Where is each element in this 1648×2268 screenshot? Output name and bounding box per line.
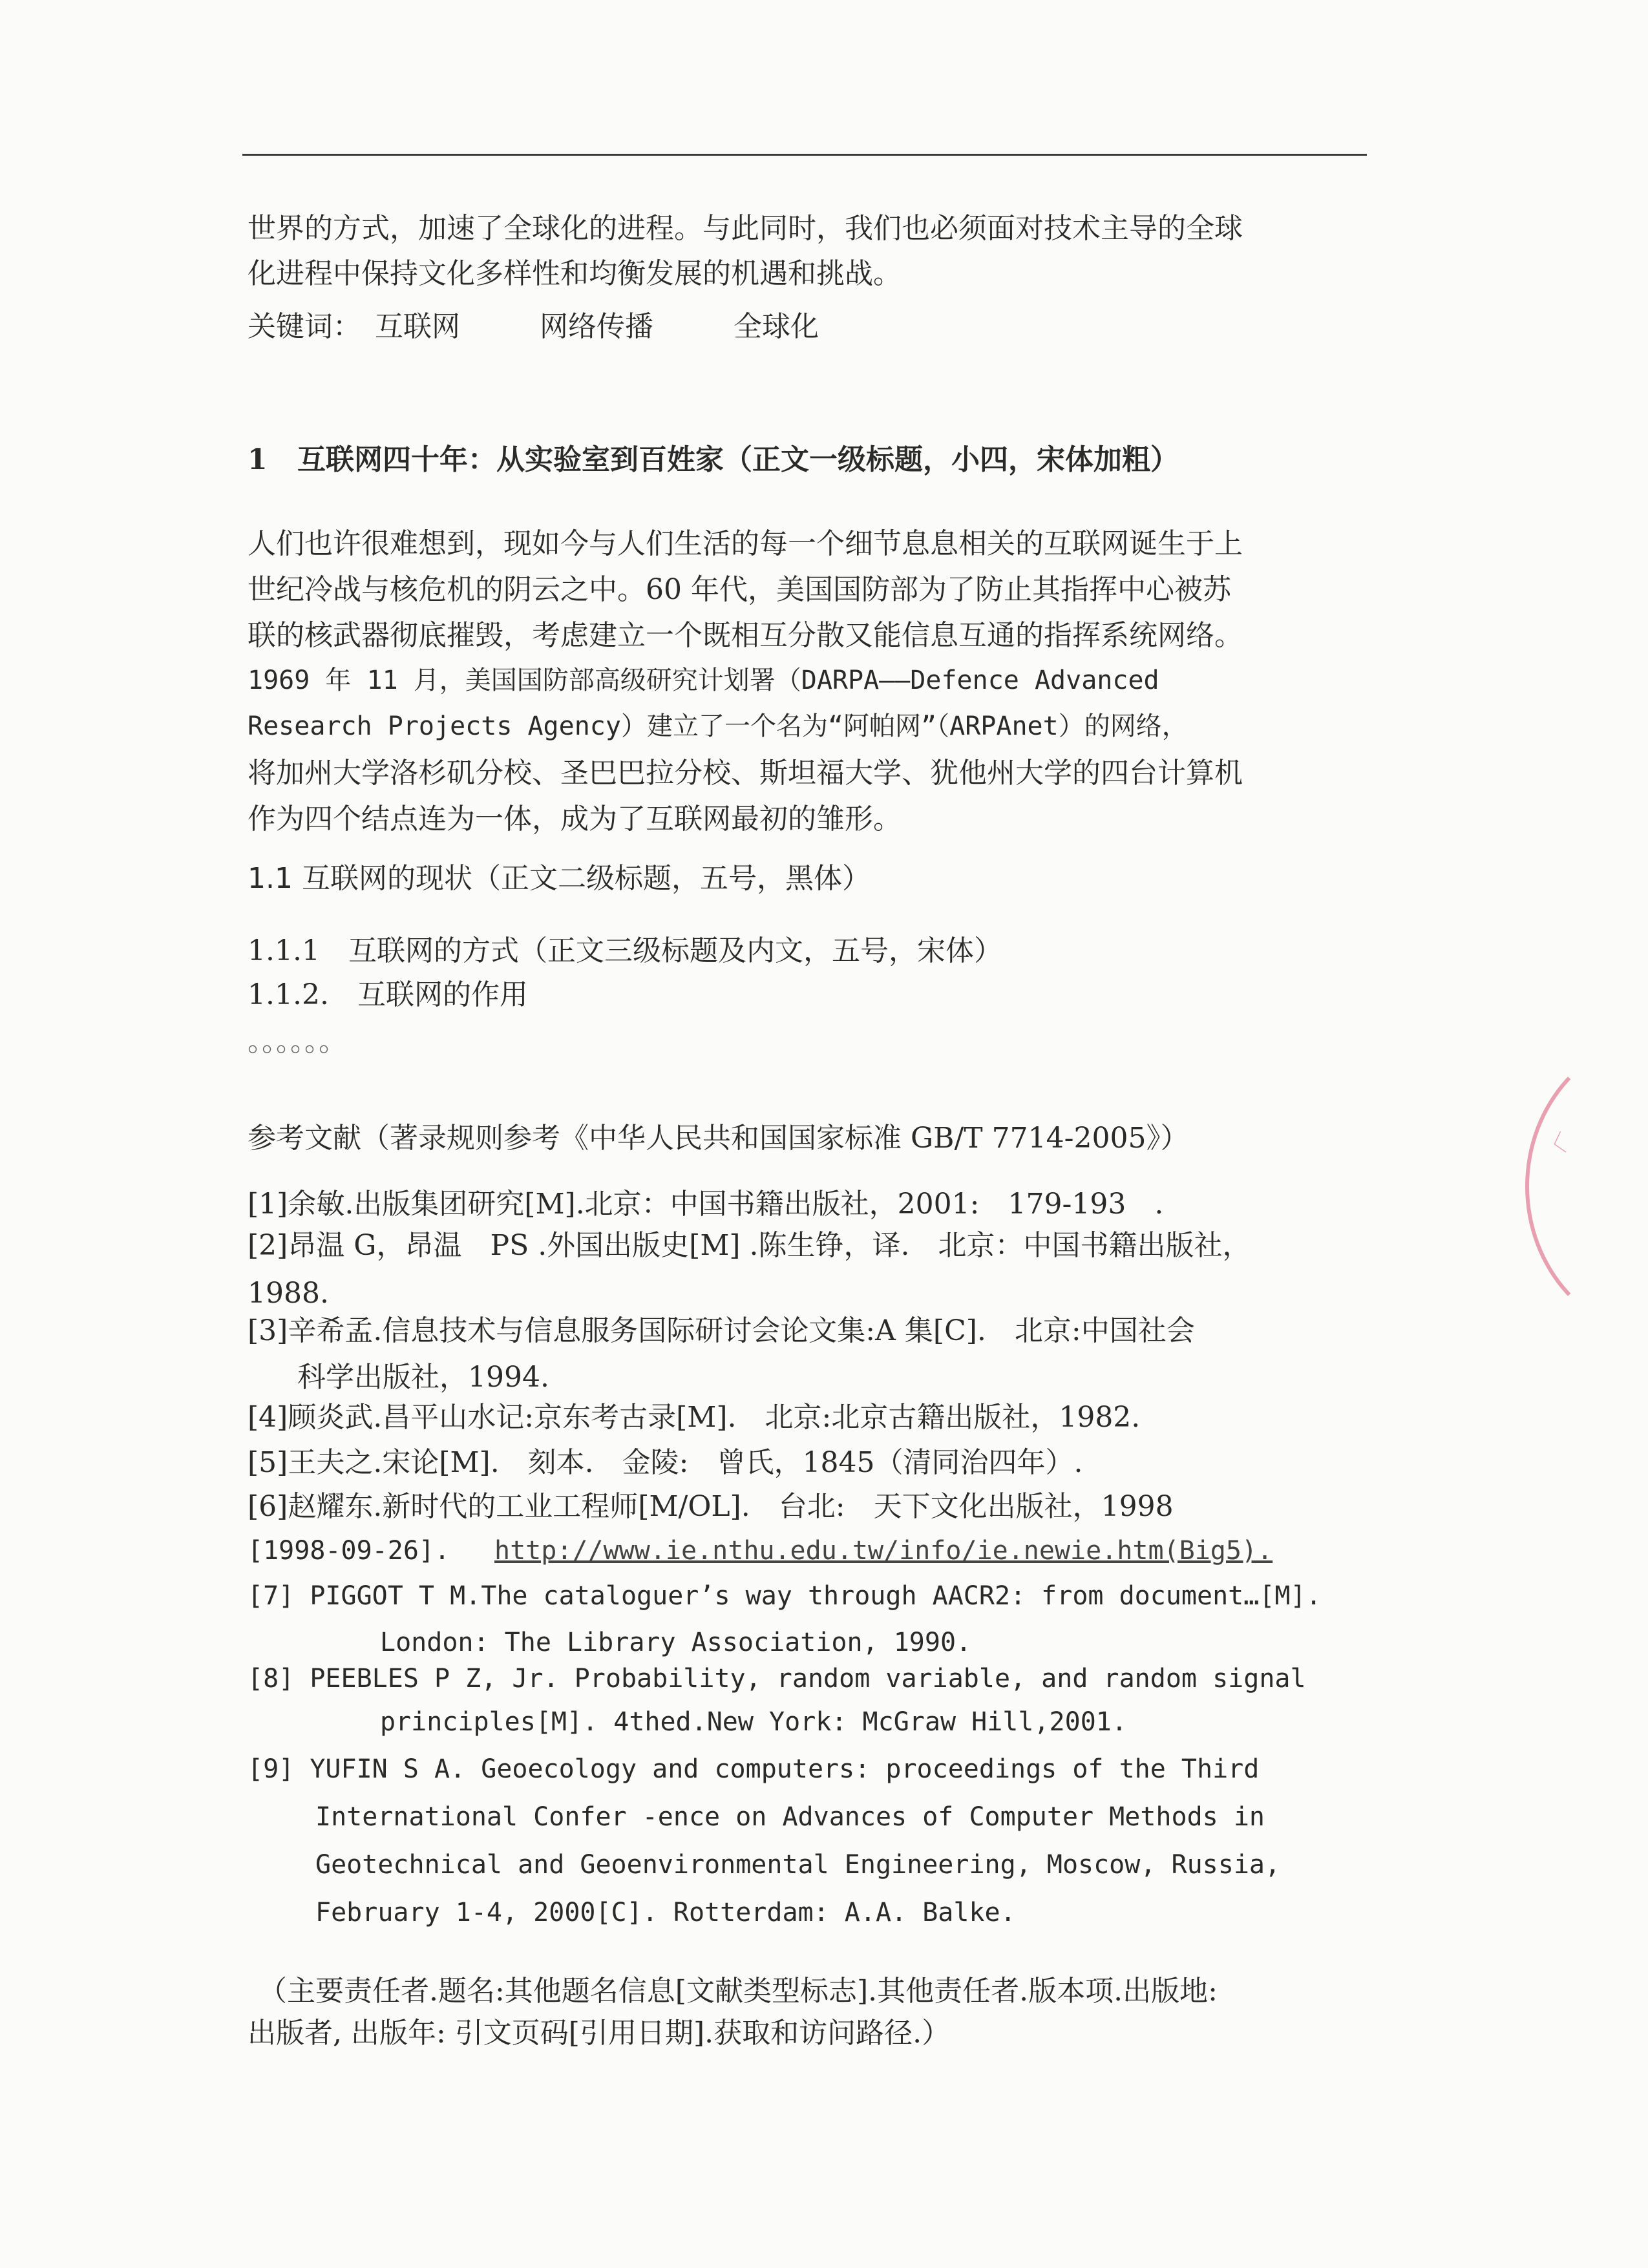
keyword-network-communication: 网络传播 — [540, 310, 653, 343]
reference-3-line-1: [3]辛希孟.信息技术与信息服务国际研讨会论文集:A 集[C]. 北京:中国社会 — [248, 1314, 1195, 1347]
section-1-paragraph-line-4: 1969 年 11 月，美国国防部高级研究计划署（DARPA——Defence Advanced — [248, 666, 1159, 695]
reference-2-line-1: [2]昂温 G，昂温 PS .外国出版史[M] .陈生铮，译. 北京：中国书籍出版社， — [248, 1229, 1251, 1262]
reference-4: [4]顾炎武.昌平山水记:京东考古录[M]. 北京:北京古籍出版社，1982. — [248, 1401, 1141, 1434]
red-seal-stamp — [1525, 1034, 1648, 1339]
section-1-title: 互联网四十年：从实验室到百姓家（正文一级标题，小四，宋体加粗） — [297, 443, 1179, 476]
keyword-globalization: 全球化 — [734, 310, 819, 343]
reference-6-line-1: [6]赵耀东.新时代的工业工程师[M/OL]. 台北: 天下文化出版社，1998 — [248, 1490, 1174, 1523]
citation-format-note-line-2: 出版者, 出版年: 引文页码[引用日期].获取和访问路径.） — [248, 2017, 951, 2050]
reference-3-line-2: 科学出版社，1994. — [297, 1361, 549, 1394]
reference-8-line-1: [8] PEEBLES P Z, Jr. Probability, random variable, and random signal — [248, 1664, 1306, 1694]
citation-format-note-line-1: （主要责任者.题名:其他题名信息[文献类型标志].其他责任者.版本项.出版地: — [259, 1975, 1218, 2008]
reference-2-line-2: 1988. — [248, 1277, 329, 1310]
reference-9-line-2: International Confer -ence on Advances of Computer Methods in — [315, 1802, 1265, 1832]
reference-8-line-2: principles[M]. 4thed.New York: McGraw Hill,2001. — [380, 1707, 1127, 1737]
references-heading: 参考文献（著录规则参考《中华人民共和国国家标准 GB/T 7714-2005》） — [248, 1122, 1189, 1155]
abstract-line-1: 世界的方式，加速了全球化的进程。与此同时，我们也必须面对技术主导的全球 — [248, 212, 1243, 245]
section-1-paragraph-line-3: 联的核武器彻底摧毁，考虑建立一个既相互分散又能信息互通的指挥系统网络。 — [248, 619, 1243, 652]
red-seal-stamp-mark: 〈 — [1539, 1129, 1569, 1162]
reference-7-line-1: [7] PIGGOT T M.The cataloguer’s way through AACR2: from document…[M]. — [248, 1581, 1322, 1611]
section-1-paragraph-line-2: 世纪冷战与核危机的阴云之中。60 年代，美国国防部为了防止其指挥中心被苏 — [248, 573, 1231, 606]
section-1-paragraph-line-5: Research Projects Agency）建立了一个名为“阿帕网”（ARPAnet）的网络， — [248, 711, 1188, 741]
reference-6-line-2: [1998-09-26]. — [248, 1536, 450, 1566]
reference-9-line-1: [9] YUFIN S A. Geoecology and computers: proceedings of the Third — [248, 1754, 1260, 1784]
section-1-paragraph-line-6: 将加州大学洛杉矶分校、圣巴巴拉分校、斯坦福大学、犹他州大学的四台计算机 — [248, 757, 1243, 790]
keywords-label: 关键词： — [248, 310, 361, 343]
abstract-line-2: 化进程中保持文化多样性和均衡发展的机遇和挑战。 — [248, 257, 902, 290]
reference-7-line-2: London: The Library Association, 1990. — [380, 1628, 972, 1657]
reference-5: [5]王夫之.宋论[M]. 刻本. 金陵: 曾氏，1845（清同治四年）. — [248, 1446, 1083, 1479]
keyword-internet: 互联网 — [375, 310, 460, 343]
ellipsis: 。。。。。。 — [248, 1025, 347, 1058]
reference-9-line-4: February 1-4, 2000[C]. Rotterdam: A.A. Balke. — [315, 1898, 1016, 1927]
section-1-1-title: 1.1 互联网的现状（正文二级标题，五号，黑体） — [248, 862, 871, 895]
section-1-paragraph-line-7: 作为四个结点连为一体，成为了互联网最初的雏形。 — [248, 803, 902, 835]
reference-6-url-link[interactable]: http://www.ie.nthu.edu.tw/info/ie.newie.htm(Big5). — [494, 1536, 1273, 1566]
section-1-paragraph-line-1: 人们也许很难想到，现如今与人们生活的每一个细节息息相关的互联网诞生于上 — [248, 527, 1243, 560]
section-1-1-2-title: 1.1.2. 互联网的作用 — [248, 978, 528, 1011]
reference-9-line-3: Geotechnical and Geoenvironmental Engineering, Moscow, Russia, — [315, 1850, 1281, 1880]
section-1-number: 1 — [248, 443, 268, 476]
section-1-1-1-title: 1.1.1 互联网的方式（正文三级标题及内文，五号，宋体） — [248, 934, 1002, 967]
header-rule — [242, 154, 1367, 156]
reference-1: [1]余敏.出版集团研究[M].北京：中国书籍出版社，2001: 179-193 . — [248, 1188, 1164, 1221]
